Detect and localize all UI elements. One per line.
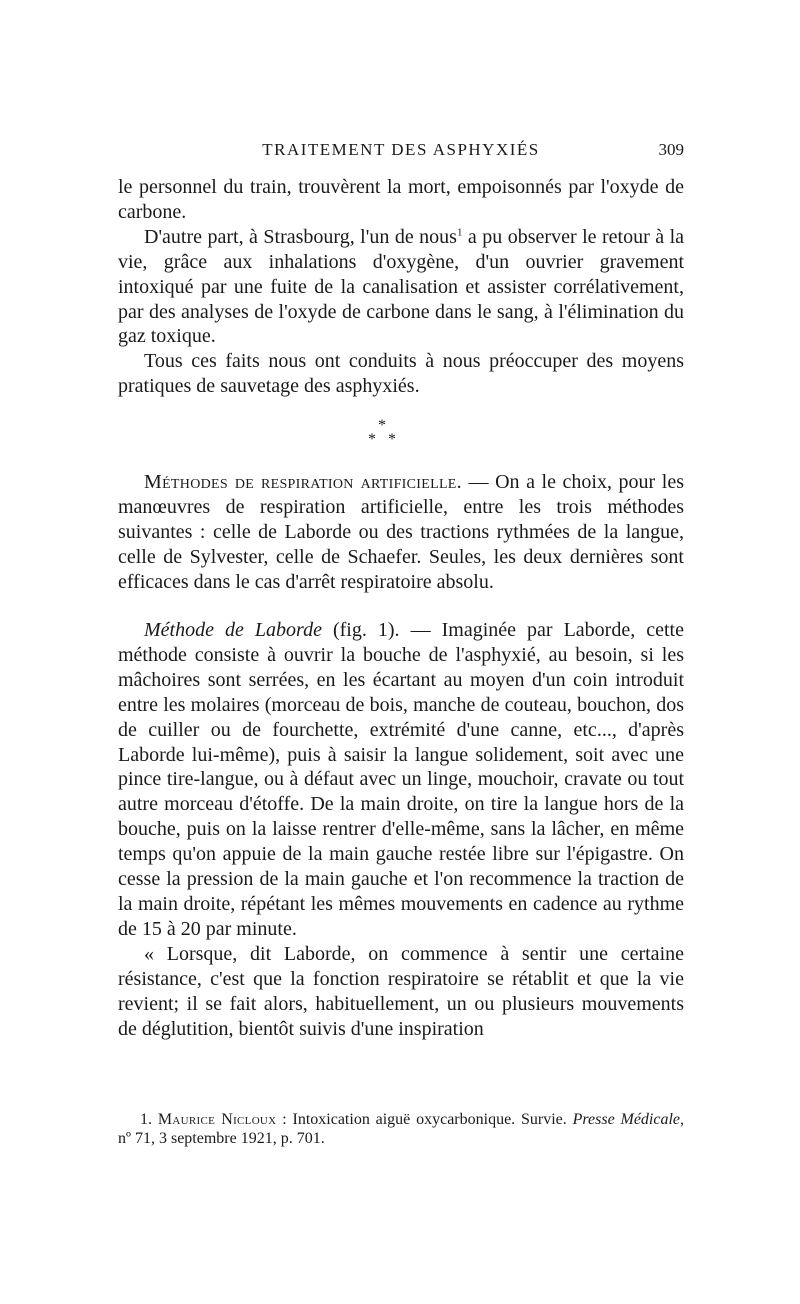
laborde-quote: « Lorsque, dit Laborde, on commence à sentir une certaine résistance, c'est que la fonction respiratoire se rétablit et que la vie revient; il se fait alors, habituellement, un ou plusieurs mouvements de déglutition, bientôt suivis d'une inspiration <box>118 942 684 1040</box>
paragraph-1: le personnel du train, trouvèrent la mort, empoisonnés par l'oxyde de carbone. <box>118 176 684 223</box>
paragraph-2-start: D'autre part, à Strasbourg, l'un de nous <box>144 225 457 248</box>
methodes-heading: Méthodes de respiration artificielle. <box>144 471 462 493</box>
page-number: 309 <box>658 140 684 159</box>
laborde-heading: Méthode de Laborde <box>144 619 322 641</box>
paragraph-2 <box>118 225 684 350</box>
section-laborde <box>118 618 684 1041</box>
methodes-text: — On a le choix, pour les manœuvres de respiration artificielle, entre les trois méthodes suivantes : celle de Laborde ou des tractions rythmées de la langue, celle de Sylvester, celle de Schaefer. Seules, les deux dernières sont efficaces dans le cas d'arrêt respiratoire absolu. <box>118 471 684 593</box>
laborde-paragraph <box>118 618 684 942</box>
section-separator <box>368 418 398 450</box>
figure-reference: (fig. 1). <box>321 619 400 641</box>
footnote <box>118 1110 684 1148</box>
footnote-marker: 1 <box>456 226 463 239</box>
separator-star-left: * <box>368 431 376 448</box>
running-title: TRAITEMENT DES ASPHYXIÉS <box>262 140 540 159</box>
separator-star-right: * <box>388 431 396 448</box>
methodes-paragraph <box>118 470 684 595</box>
paragraph-3: Tous ces faits nous ont conduits à nous préoccuper des moyens pratiques de sauvetage des asphyxiés. <box>118 350 684 398</box>
separator-star-top: * <box>378 417 386 434</box>
section-methodes <box>118 470 684 595</box>
intro-text <box>118 175 684 399</box>
footnote-number: 1. <box>140 1111 152 1128</box>
footnote-journal: Presse Médicale <box>572 1111 681 1128</box>
footnote-title: : Intoxication aiguë oxycarbonique. Survie. <box>276 1111 567 1128</box>
paragraph-2-end: a pu observer le retour à la vie, grâce aux inhalations d'oxygène, d'un ouvrier gravement intoxiqué par une fuite de la canalisation et assister corrélativement, par des analyses de l'oxyde de carbone dans le sang, à l'élimination du gaz toxique. <box>118 225 685 348</box>
running-head <box>118 140 684 164</box>
footnote-author: Maurice Nicloux <box>157 1111 277 1128</box>
footnote-text <box>118 1110 684 1148</box>
footnote-reference: , nº 71, 3 septembre 1921, p. 701. <box>118 1111 685 1147</box>
laborde-text: — Imaginée par Laborde, cette méthode consiste à ouvrir la bouche de l'asphyxié, au besoin, si les mâchoires sont serrées, en les écartant au moyen d'un coin introduit entre les molaires (morceau de bois, manche de couteau, bouchon, dos de cuiller ou de fourchette, extrémité d'une canne, etc..., d'après Laborde lui-même), puis à saisir la langue solidement, soit avec une pince tire-langue, ou à défaut avec un linge, mouchoir, cravate ou tout autre morceau d'étoffe. De la main droite, on tire la langue hors de la bouche, puis on la laisse rentrer d'elle-même, sans la lâcher, en même temps qu'on appuie de la main gauche restée libre sur l'épigastre. On cesse la pression de la main gauche et l'on recommence la traction de la main droite, répétant les mêmes mouvements en cadence au rythme de 15 à 20 par minute. <box>118 619 684 940</box>
